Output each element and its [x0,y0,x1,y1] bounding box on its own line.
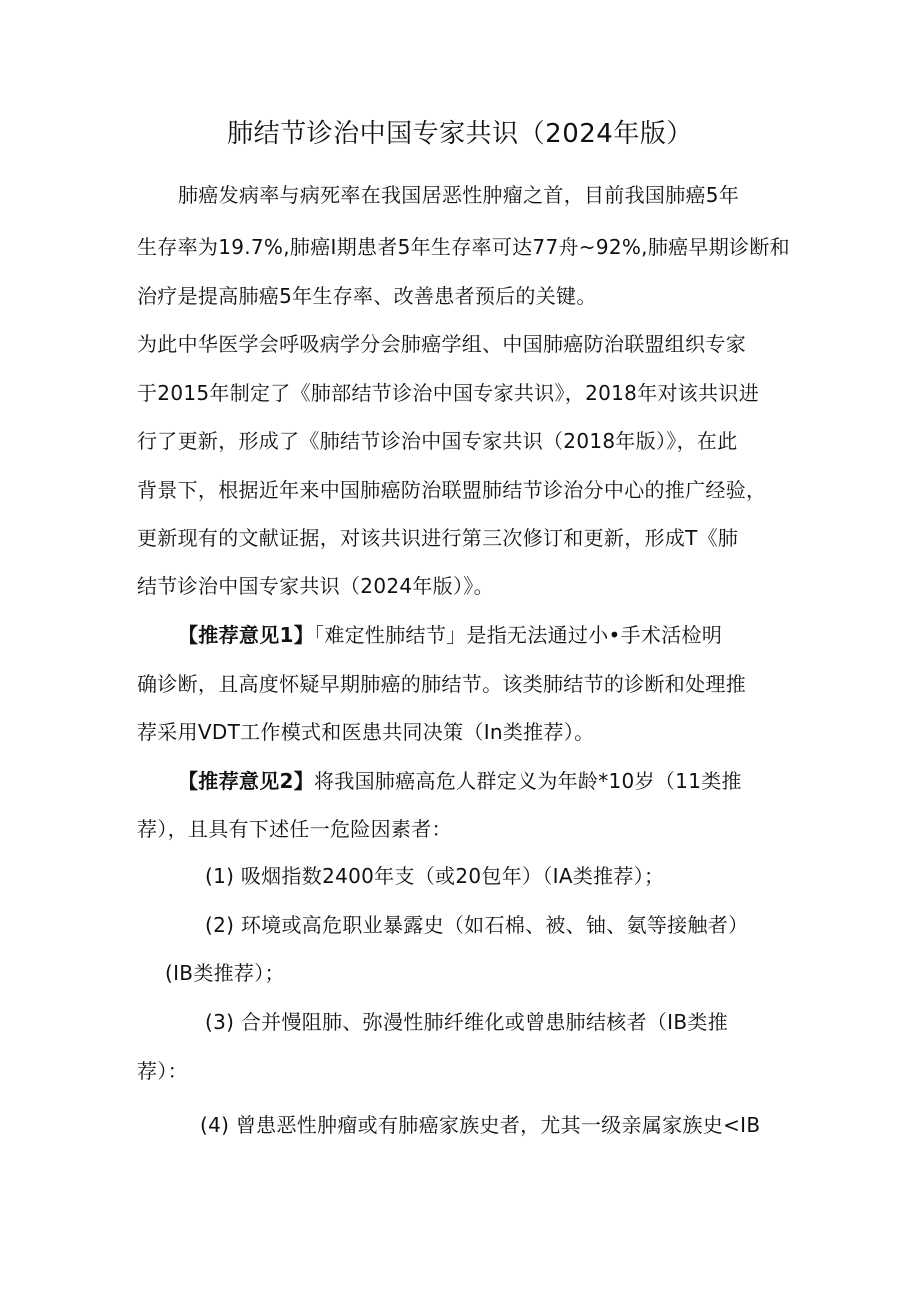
rec2-line-1 [178,763,742,799]
document-title: 肺结节诊治中国专家共识（2024年版） [227,119,693,149]
background-line-2: 于2015年制定了《肺部结节诊治中国专家共识》，2018年对该共识进 [137,381,759,405]
background-line-3: 行了更新，形成了《肺结节诊治中国专家共识（2018年版）》，在此 [137,429,738,453]
rec2-line-2: 荐），且具有下述任一危险因素者： [137,817,452,841]
item-3: (3) 合并慢阻肺、弥漫性肺纤维化或曾患肺结核者（IB类推 [205,1010,729,1034]
intro-line-2: 生存率为19.7%,肺癌I期患者5年生存率可达77舟~92%,肺癌早期诊断和 [137,235,790,259]
background-line-6: 结节诊治中国专家共识（2024年版）》。 [137,574,494,598]
item-2: (2) 环境或高危职业暴露史（如石棉、被、铀、氨等接触者） [205,913,749,937]
item-4: (4) 曾患恶性肿瘤或有肺癌家族史者，尤其一级亲属家族史<IB [200,1113,761,1137]
item-1: (1) 吸烟指数2400年支（或20包年）（IA类推荐）； [205,864,665,888]
rec2-text-1: 将我国肺癌高危人群定义为年龄*10岁（11类推 [314,769,742,793]
rec1-label: 【推荐意见1】 [178,623,315,647]
item-3-cont: 荐）： [137,1059,188,1083]
rec1-line-3: 荐采用VDT工作模式和医患共同决策（In类推荐）。 [137,720,595,744]
intro-line-3: 治疗是提高肺癌5年生存率、改善患者预后的关键。 [137,284,597,308]
background-line-5: 更新现有的文献证据，对该共识进行第三次修订和更新，形成T《肺 [137,526,739,550]
rec2-label: 【推荐意见2】 [178,769,315,793]
rec1-text-1: 「难定性肺结节」是指无法通过小•手术活检明 [314,623,723,647]
background-line-4: 背景下，根据近年来中国肺癌防治联盟肺结节诊治分中心的推广经验， [137,478,767,502]
background-line-1: 为此中华医学会呼吸病学分会肺癌学组、中国肺癌防治联盟组织专家 [137,332,746,356]
intro-line-1: 肺癌发病率与病死率在我国居恶性肿瘤之首，目前我国肺癌5年 [178,183,740,207]
rec1-line-1 [178,617,722,653]
rec1-line-2: 确诊断，且高度怀疑早期肺癌的肺结节。该类肺结节的诊断和处理推 [137,672,746,696]
item-2-cont: (IB类推荐）； [165,961,285,985]
